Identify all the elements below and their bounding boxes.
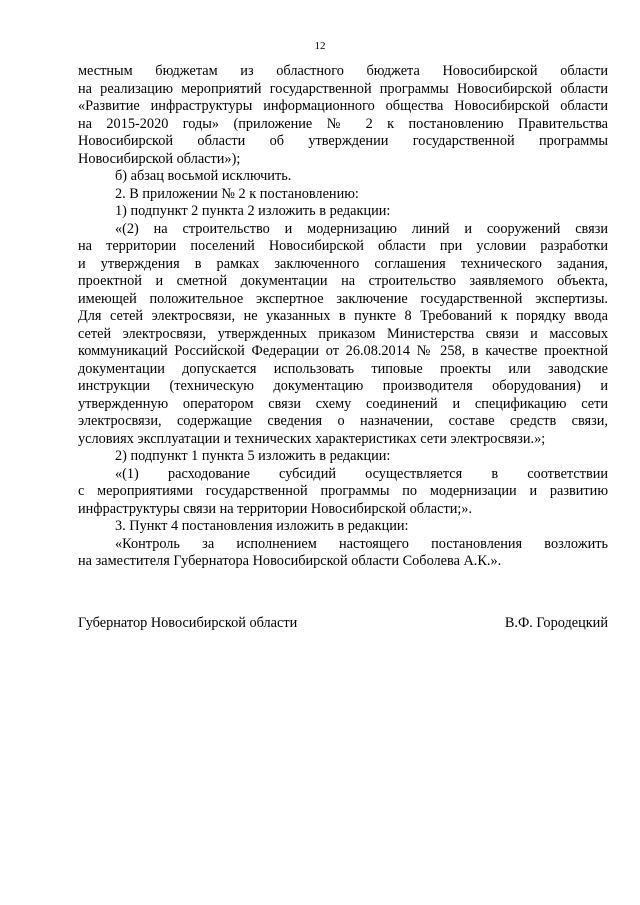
- text-line: Для сетей электросвязи, не указанных в пункте 8 Требований к порядку ввода: [78, 308, 608, 324]
- text-line: 3. Пункт 4 постановления изложить в редакции:: [115, 518, 409, 534]
- text-line: 1) подпункт 2 пункта 2 изложить в редакции:: [115, 203, 391, 219]
- text-line: Новосибирской области»);: [78, 150, 241, 167]
- document-body: [78, 63, 608, 571]
- text-line: электросвязи, содержащие сведения о назначении, составе средств связи,: [78, 413, 608, 429]
- text-line: с мероприятиями государственной программы по модернизации и развитию: [78, 483, 608, 499]
- text-line: «Развитие инфраструктуры информационного общества Новосибирской области: [78, 98, 608, 114]
- text-line: на территории поселений Новосибирской области при условии разработки: [78, 238, 608, 254]
- text-line: имеющей положительное экспертное заключение государственной экспертизы.: [78, 290, 608, 307]
- text-line: на 2015-2020 годы» (приложение № 2 к постановлению Правительства: [78, 115, 608, 132]
- text-line: 2) подпункт 1 пункта 5 изложить в редакции:: [115, 448, 391, 464]
- text-line: на заместителя Губернатора Новосибирской области Соболева А.К.».: [78, 553, 502, 569]
- text-line: «Контроль за исполнением настоящего постановления возложить: [115, 535, 608, 552]
- text-line: местным бюджетам из областного бюджета Новосибирской области: [78, 63, 608, 79]
- text-line: Новосибирской области об утверждении государственной программы: [78, 133, 608, 149]
- text-line: инфраструктуры связи на территории Новосибирской области;».: [78, 500, 473, 517]
- signature-position: Губернатор Новосибирской области: [78, 615, 298, 631]
- signature-name: В.Ф. Городецкий: [504, 615, 608, 631]
- text-line: условиях эксплуатации и технических характеристиках сети электросвязи.»;: [78, 430, 546, 447]
- text-line: и утверждения в рамках заключенного соглашения технического задания,: [78, 255, 608, 272]
- text-line: 2. В приложении № 2 к постановлению:: [115, 185, 359, 202]
- text-line: «(2) на строительство и модернизацию линий и сооружений связи: [115, 220, 608, 237]
- text-line: на реализацию мероприятий государственной программы Новосибирской области: [78, 80, 608, 97]
- text-line: проектной и сметной документации на строительство заявляемого объекта,: [78, 273, 608, 289]
- text-line: коммуникаций Российской Федерации от 26.08.2014 № 258, в качестве проектной: [78, 343, 608, 359]
- page-number: 12: [314, 40, 326, 52]
- text-line: утвержденную оператором связи схему соединений и спецификацию сети: [78, 395, 608, 412]
- text-line: «(1) расходование субсидий осуществляется в соответствии: [115, 465, 608, 482]
- text-line: документации допускается использовать типовые проекты или заводские: [78, 360, 608, 377]
- text-line: сетей электросвязи, утвержденных приказом Министерства связи и массовых: [78, 325, 608, 342]
- text-line: инструкции (техническую документацию производителя оборудования) и: [78, 378, 608, 394]
- text-line: б) абзац восьмой исключить.: [115, 168, 292, 184]
